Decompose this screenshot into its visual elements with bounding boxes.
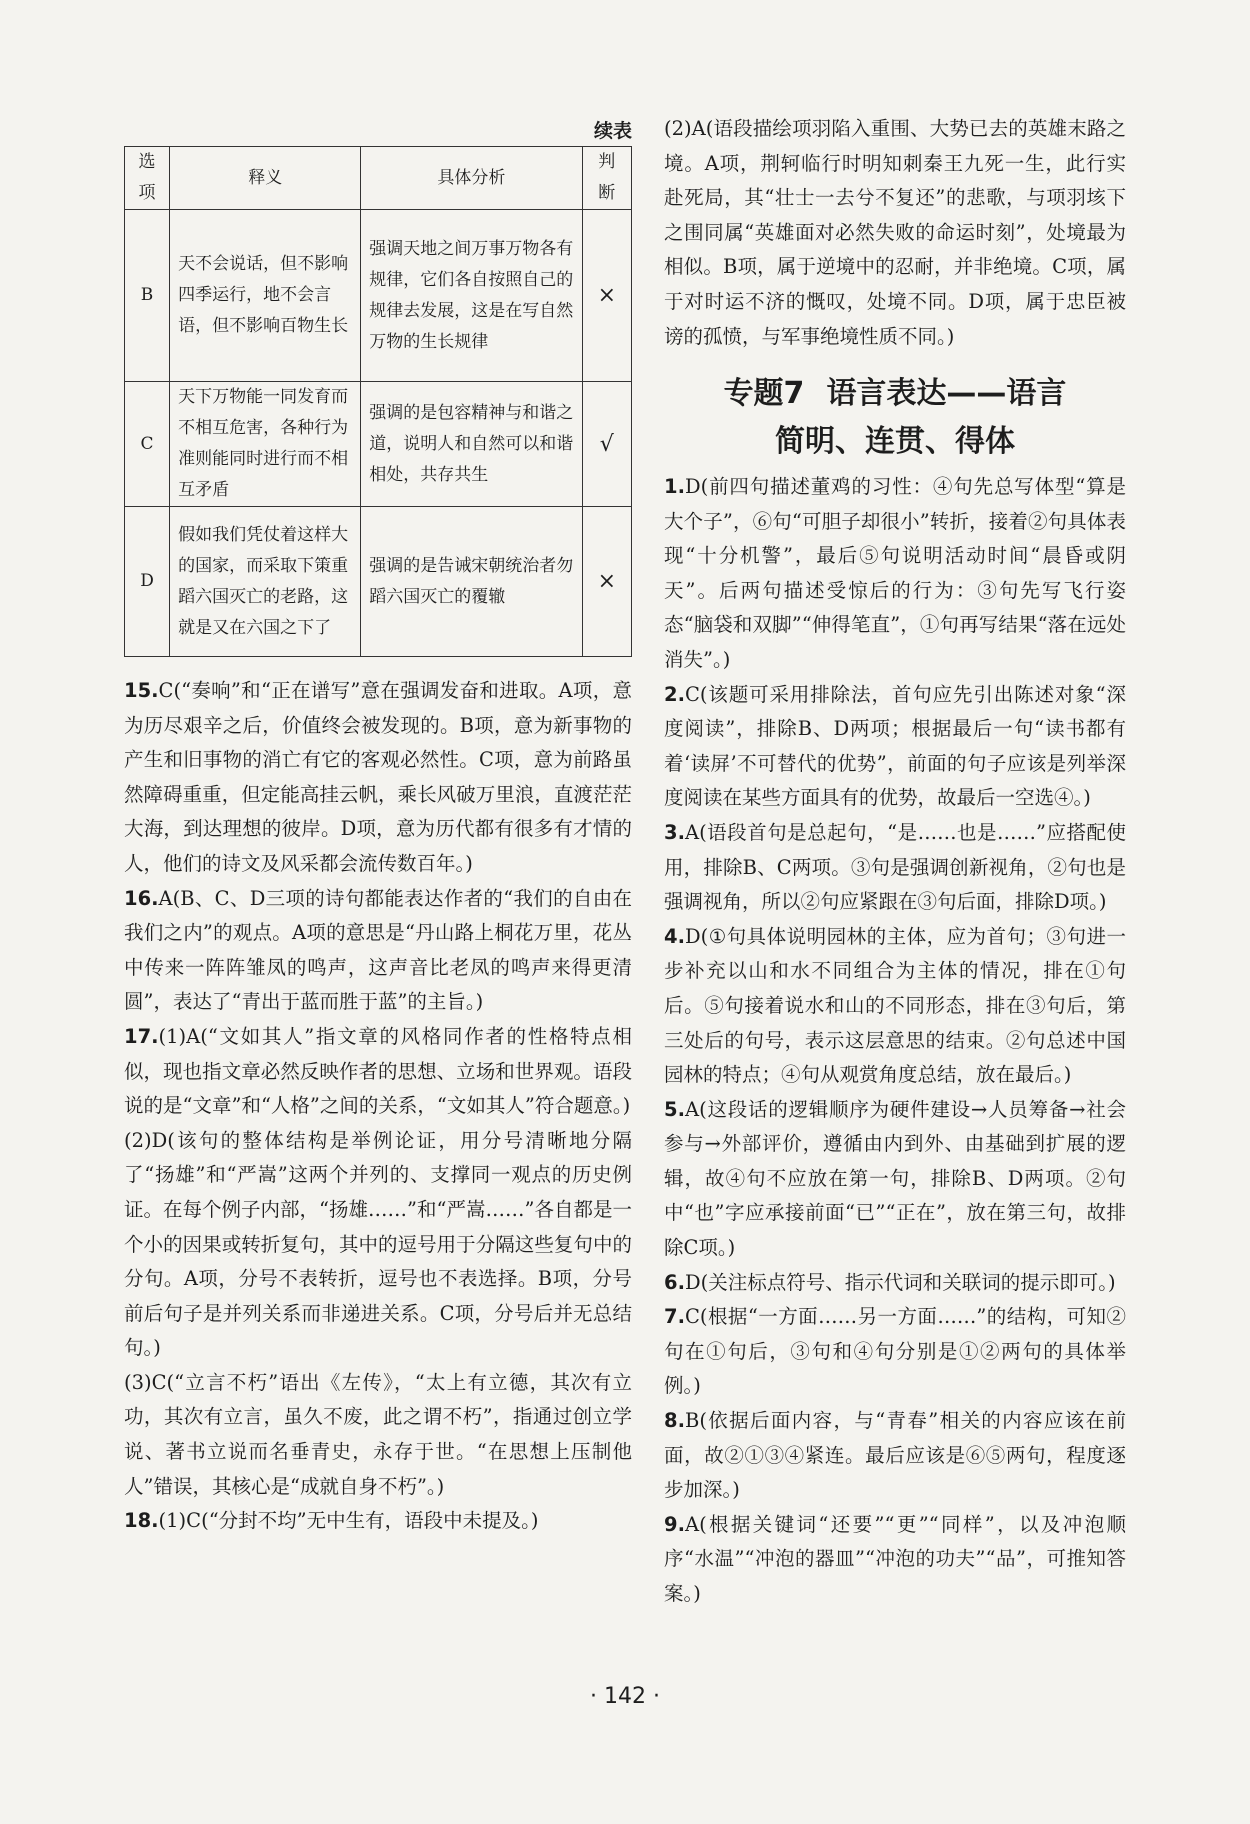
answer-paragraph (664, 678, 1126, 816)
answer-text: (1)A(“文如其人”指文章的风格同作者的性格特点相似，现也指文章必然反映作者的思想、立场和世界观。语段说的是“文章”和“人格”之间的关系，“文如其人”符合题意。) (124, 1024, 632, 1118)
row-meaning: 天不会说话，但不影响四季运行，地不会言语，但不影响百物生长 (170, 210, 361, 382)
section-heading (664, 370, 1126, 466)
answer-number: 4. (664, 924, 685, 948)
answer-number: 18. (124, 1509, 159, 1533)
row-meaning: 假如我们凭仗着这样大的国家，而采取下策重蹈六国灭亡的老路，这就是又在六国之下了 (170, 507, 361, 657)
answer-number: 6. (664, 1270, 685, 1294)
left-answers (124, 674, 632, 1539)
answer-text: (2)D(该句的整体结构是举例论证，用分号清晰地分隔了“扬雄”和“严嵩”这两个并列的、支撑同一观点的历史例证。在每个例子内部，“扬雄……”和“严嵩……”各自都是一个小的因果或转折复句，其中的逗号用于分隔这些复句中的分句。A项，分号不表转折，逗号也不表选择。B项，分号前后句子是并列关系而非递进关系。C项，分号后并无总结句。) (124, 1128, 632, 1360)
answer-text: D(关注标点符号、指示代词和关联词的提示即可。) (684, 1270, 1116, 1294)
answer-text: A(语段首句是总起句，“是……也是……”应搭配使用，排除B、C两项。③句是强调创新视角，②句也是强调视角，所以②句应紧跟在③句后面，排除D项。) (664, 820, 1126, 914)
row-analysis: 强调的是包容精神与和谐之道，说明人和自然可以和谐相处，共存共生 (361, 382, 582, 507)
answer-number: 16. (124, 886, 159, 910)
right-top-answer (664, 112, 1126, 354)
row-judgment: √ (582, 382, 631, 507)
row-option: B (125, 210, 170, 382)
answer-paragraph (124, 882, 632, 1020)
row-analysis: 强调的是告诫宋朝统治者勿蹈六国灭亡的覆辙 (361, 507, 582, 657)
analysis-table (124, 146, 632, 657)
answer-number: 9. (664, 1512, 685, 1536)
section-heading-line1 (664, 370, 1126, 418)
answer-paragraph (124, 1124, 632, 1366)
answer-paragraph (664, 816, 1126, 920)
answer-number: 15. (124, 679, 159, 702)
answer-text: A(B、C、D三项的诗句都能表达作者的“我们的自由在我们之内”的观点。A项的意思是“丹山路上桐花万里，花丛中传来一阵阵雏凤的鸣声，这声音比老凤的鸣声来得更清圆”，表达了“青出于蓝而胜于蓝”的主旨。) (124, 886, 632, 1014)
row-judgment: × (582, 210, 631, 382)
answer-text: (1)C(“分封不均”无中生有，语段中未提及。) (158, 1509, 539, 1533)
answer-paragraph (664, 920, 1126, 1093)
answer-paragraph (124, 1366, 632, 1504)
answer-paragraph (664, 1266, 1126, 1301)
answer-paragraph (664, 470, 1126, 678)
right-answers (664, 470, 1126, 1612)
table-header-row (125, 147, 632, 210)
answer-text: D(①句具体说明园林的主体，应为首句；③句进一步补充以山和水不同组合为主体的情况，排在①句后。⑤句接着说水和山的不同形态，排在③句后，第三处后的句号，表示这层意思的结束。②句总述中国园林的特点；④句从观赏角度总结，放在最后。) (664, 924, 1126, 1087)
row-option: C (125, 382, 170, 507)
table-row (125, 210, 632, 382)
answer-number: 5. (664, 1097, 685, 1121)
answer-paragraph (124, 1504, 632, 1539)
section-title-part1: 语言表达——语言 (826, 376, 1067, 411)
answer-text: A(根据关键词“还要”“更”“同样”，以及冲泡顺序“水温”“冲泡的器皿”“冲泡的功夫”“品”，可推知答案。) (664, 1512, 1126, 1605)
answer-text: C(根据“一方面……另一方面……”的结构，可知②句在①句后，③句和④句分别是①②两句的具体举例。) (664, 1305, 1126, 1398)
answer-paragraph (124, 674, 632, 882)
answer-text: A(这段话的逻辑顺序为硬件建设→人员筹备→社会参与→外部评价，遵循由内到外、由基础到扩展的逻辑，故④句不应放在第一句，排除B、D两项。②句中“也”字应承接前面“已”“正在”，放在第三句，故排除C项。) (664, 1097, 1126, 1260)
header-judgment: 判断 (582, 147, 631, 210)
answer-text: C(“奏响”和“正在谱写”意在强调发奋和进取。A项，意为历尽艰辛之后，价值终会被发现的。B项，意为新事物的产生和旧事物的消亡有它的客观必然性。C项，意为前路虽然障碍重重，但定能高挂云帆，乘长风破万里浪，直渡茫茫大海，到达理想的彼岸。D项，意为历代都有很多有才情的人，他们的诗文及风采都会流传数百年。) (124, 679, 632, 875)
answer-paragraph: (2)A(语段描绘项羽陷入重围、大势已去的英雄末路之境。A项，荆轲临行时明知刺秦王九死一生，此行实赴死局，其“壮士一去兮不复还”的悲歌，与项羽垓下之围同属“英雄面对必然失败的命运时刻”，处境最为相似。B项，属于逆境中的忍耐，并非绝境。C项，属于对时运不济的慨叹，处境不同。D项，属于忠臣被谤的孤愤，与军事绝境性质不同。) (664, 117, 1126, 348)
answer-text: (3)C(“立言不朽”语出《左传》，“太上有立德，其次有立功，其次有立言，虽久不废，此之谓不朽”，指通过创立学说、著书立说而名垂青史，永存于世。“在思想上压制他人”错误，其核心是“成就自身不朽”。) (124, 1370, 632, 1498)
table-row (125, 507, 632, 657)
row-judgment: × (582, 507, 631, 657)
answer-number: 7. (664, 1305, 685, 1329)
answer-number: 3. (664, 820, 685, 844)
answer-number: 2. (664, 682, 685, 706)
table-continued-label: 续表 (593, 120, 632, 142)
answer-number: 8. (664, 1409, 685, 1433)
answer-paragraph (124, 1020, 632, 1124)
answer-paragraph (664, 1508, 1126, 1612)
header-analysis: 具体分析 (361, 147, 582, 210)
answer-text: B(依据后面内容，与“青春”相关的内容应该在前面，故②①③④紧连。最后应该是⑥⑤两句，程度逐步加深。) (664, 1409, 1126, 1502)
page-number: · 142 · (590, 1684, 660, 1709)
answer-paragraph (664, 1300, 1126, 1404)
answer-paragraph (664, 1404, 1126, 1508)
row-analysis: 强调天地之间万事万物各有规律，它们各自按照自己的规律去发展，这是在写自然万物的生长规律 (361, 210, 582, 382)
section-number: 专题7 (723, 376, 805, 411)
answer-text: C(该题可采用排除法，首句应先引出陈述对象“深度阅读”，排除B、D两项；根据最后一句“读书都有着‘读屏’不可替代的优势”，前面的句子应该是列举深度阅读在某些方面具有的优势，故最后一空选④。) (664, 682, 1126, 810)
answer-number: 17. (124, 1024, 159, 1048)
answer-number: 1. (664, 475, 685, 498)
row-meaning: 天下万物能一同发育而不相互危害，各种行为准则能同时进行而不相互矛盾 (170, 382, 361, 507)
table-row (125, 382, 632, 507)
answer-text: D(前四句描述董鸡的习性：④句先总写体型“算是大个子”，⑥句“可胆子却很小”转折，接着②句具体表现“十分机警”，最后⑤句说明活动时间“晨昏或阴天”。后两句描述受惊后的行为：③句先写飞行姿态“脑袋和双脚”“伸得笔直”，①句再写结果“落在远处消失”。) (664, 475, 1126, 671)
section-title-part2: 简明、连贯、得体 (775, 424, 1015, 459)
row-option: D (125, 507, 170, 657)
answer-paragraph (664, 1093, 1126, 1266)
header-option: 选项 (125, 147, 170, 210)
header-meaning: 释义 (170, 147, 361, 210)
